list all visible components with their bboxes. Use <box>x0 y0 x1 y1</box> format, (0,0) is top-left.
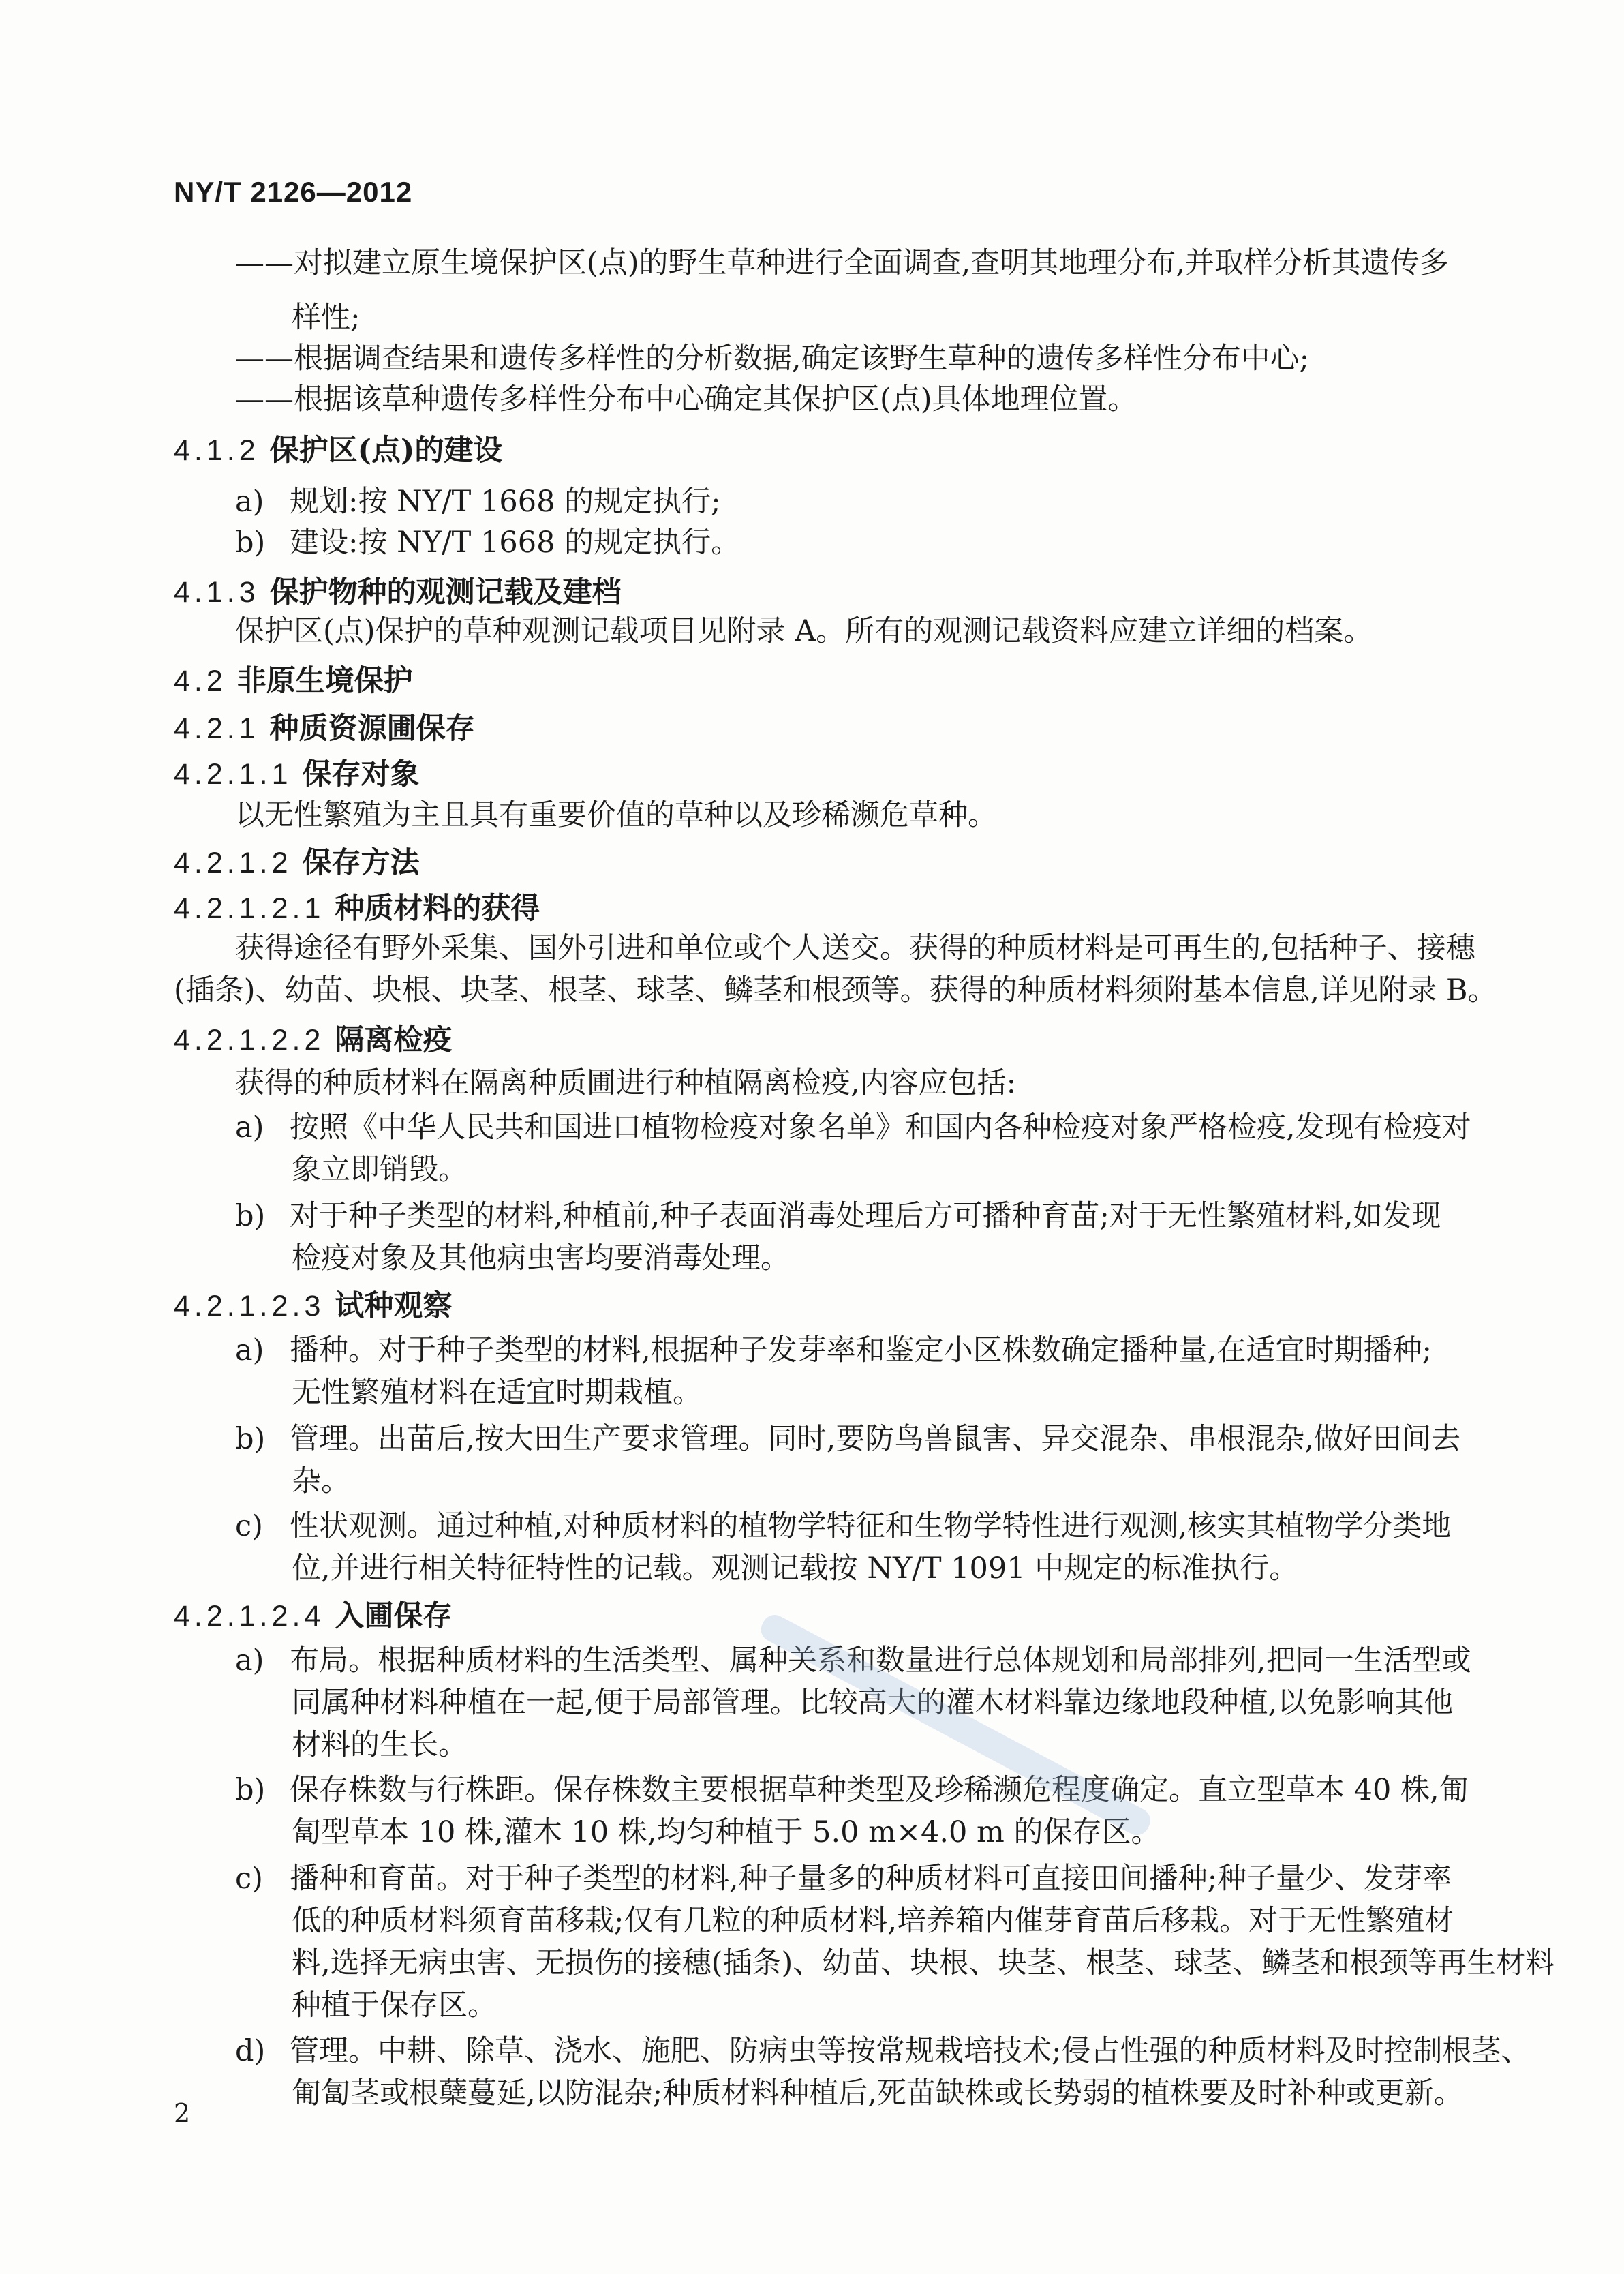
section-heading <box>174 757 420 791</box>
list-label: b) <box>235 1773 266 1807</box>
section-title: 入圃保存 <box>335 1599 453 1633</box>
paragraph-line: 种植于保存区。 <box>292 1988 497 2022</box>
list-item: a) 按照《中华人民共和国进口植物检疫对象名单》和国内各种检疫对象严格检疫,发现有检疫对 <box>235 1110 1471 1144</box>
list-item: a) 播种。对于种子类型的材料,根据种子发芽率和鉴定小区株数确定播种量,在适宜时期播种; <box>235 1333 1432 1367</box>
list-label: b) <box>235 1199 266 1233</box>
section-heading <box>174 575 622 609</box>
section-number: 4.2.1 <box>174 712 260 745</box>
paragraph-line: 匐型草本 10 株,灌木 10 株,均匀种植于 5.0 m×4.0 m 的保存区。 <box>292 1815 1161 1849</box>
list-label: a) <box>235 1643 264 1678</box>
paragraph-line: (插条)、幼苗、块根、块茎、根茎、球茎、鳞茎和根颈等。获得的种质材料须附基本信息,详见附录 B。 <box>174 973 1497 1007</box>
list-label: a) <box>235 1333 264 1367</box>
section-number: 4.2.1.2.3 <box>174 1290 325 1322</box>
list-item: b) 保存株数与行株距。保存株数主要根据草种类型及珍稀濒危程度确定。直立型草本 40 株,匍 <box>235 1773 1469 1807</box>
section-heading <box>174 1599 453 1633</box>
section-title: 保护物种的观测记载及建档 <box>269 575 622 609</box>
section-number: 4.2.1.2.4 <box>174 1600 325 1633</box>
section-heading <box>174 846 420 880</box>
section-number: 4.2.1.1 <box>174 758 292 791</box>
section-number: 4.2.1.2 <box>174 847 292 879</box>
paragraph-line: 位,并进行相关特征特性的记载。观测记载按 NY/T 1091 中规定的标准执行。 <box>292 1551 1299 1586</box>
list-item: b) 建设:按 NY/T 1668 的规定执行。 <box>235 526 741 560</box>
list-item: a) 规划:按 NY/T 1668 的规定执行; <box>235 485 721 519</box>
list-label: a) <box>235 1110 264 1144</box>
list-label: d) <box>235 2034 266 2068</box>
paragraph-line: 获得途径有野外采集、国外引进和单位或个人送交。获得的种质材料是可再生的,包括种子、接穗 <box>235 931 1475 965</box>
paragraph-line: 检疫对象及其他病虫害均要消毒处理。 <box>292 1241 790 1275</box>
section-number: 4.1.2 <box>174 434 260 467</box>
paragraph-line: 匍匐茎或根蘖蔓延,以防混杂;种质材料种植后,死苗缺株或长势弱的植株要及时补种或更新。 <box>292 2076 1463 2110</box>
paragraph-line: 材料的生长。 <box>292 1728 468 1762</box>
list-label: a) <box>235 485 264 519</box>
section-heading <box>174 1023 453 1057</box>
section-heading <box>174 664 413 698</box>
paragraph-line: 保护区(点)保护的草种观测记载项目见附录 A。所有的观测记载资料应建立详细的档案。 <box>235 614 1373 648</box>
paragraph-line: ——根据调查结果和遗传多样性的分析数据,确定该野生草种的遗传多样性分布中心; <box>235 342 1310 376</box>
section-heading <box>174 714 475 744</box>
paragraph-line: ——对拟建立原生境保护区(点)的野生草种进行全面调查,查明其地理分布,并取样分析其遗传多 <box>235 246 1449 280</box>
section-title: 试种观察 <box>335 1289 453 1323</box>
list-label: c) <box>235 1509 263 1543</box>
paragraph-line: 以无性繁殖为主且具有重要价值的草种以及珍稀濒危草种。 <box>235 798 997 832</box>
list-item: c) 播种和育苗。对于种子类型的材料,种子量多的种质材料可直接田间播种;种子量少、发芽率 <box>235 1862 1452 1896</box>
section-number: 4.2.1.2.2 <box>174 1024 325 1057</box>
list-item: a) 布局。根据种质材料的生活类型、属种关系和数量进行总体规划和局部排列,把同一生活型或 <box>235 1643 1471 1678</box>
paragraph-line: 无性繁殖材料在适宜时期栽植。 <box>292 1376 702 1410</box>
document-header: NY/T 2126—2012 <box>174 176 413 208</box>
section-title: 保护区(点)的建设 <box>269 434 503 468</box>
page-number: 2 <box>174 2098 191 2128</box>
paragraph-line: 杂。 <box>292 1464 350 1498</box>
list-label: c) <box>235 1862 263 1896</box>
section-title: 隔离检疫 <box>335 1023 453 1057</box>
list-label: b) <box>235 1422 266 1456</box>
list-item: c) 性状观测。通过种植,对种质材料的植物学特征和生物学特性进行观测,核实其植物学分类地 <box>235 1509 1452 1543</box>
paragraph-line: 象立即销毁。 <box>292 1153 468 1187</box>
paragraph-line: 获得的种质材料在隔离种质圃进行种植隔离检疫,内容应包括: <box>235 1066 1017 1100</box>
section-number: 4.1.3 <box>174 576 260 609</box>
paragraph-line: 样性; <box>292 301 361 335</box>
paragraph-line: 低的种质材料须育苗移栽;仅有几粒的种质材料,培养箱内催芽育苗后移栽。对于无性繁殖材 <box>292 1904 1454 1938</box>
section-title: 保存方法 <box>302 846 420 880</box>
section-title: 种质材料的获得 <box>335 892 540 926</box>
section-heading <box>174 436 502 466</box>
section-heading <box>174 1289 453 1323</box>
paragraph-line: 料,选择无病虫害、无损伤的接穗(插条)、幼苗、块根、块茎、根茎、球茎、鳞茎和根颈等再生材料 <box>292 1946 1555 1980</box>
paragraph-line: 同属种材料种植在一起,便于局部管理。比较高大的灌木材料靠边缘地段种植,以免影响其他 <box>292 1686 1454 1720</box>
list-item: b) 对于种子类型的材料,种植前,种子表面消毒处理后方可播种育苗;对于无性繁殖材料,如发现 <box>235 1199 1441 1233</box>
section-number: 4.2 <box>174 665 227 697</box>
list-item: d) 管理。中耕、除草、浇水、施肥、防病虫等按常规栽培技术;侵占性强的种质材料及时控制根茎、 <box>235 2034 1531 2068</box>
section-title: 种质资源圃保存 <box>269 712 475 746</box>
section-title: 非原生境保护 <box>236 664 413 698</box>
section-title: 保存对象 <box>302 757 420 791</box>
section-number: 4.2.1.2.1 <box>174 892 325 925</box>
list-label: b) <box>235 526 266 560</box>
section-heading <box>174 894 540 924</box>
list-item: b) 管理。出苗后,按大田生产要求管理。同时,要防鸟兽鼠害、异交混杂、串根混杂,做好田间去 <box>235 1422 1461 1456</box>
paragraph-line: ——根据该草种遗传多样性分布中心确定其保护区(点)具体地理位置。 <box>235 382 1137 416</box>
